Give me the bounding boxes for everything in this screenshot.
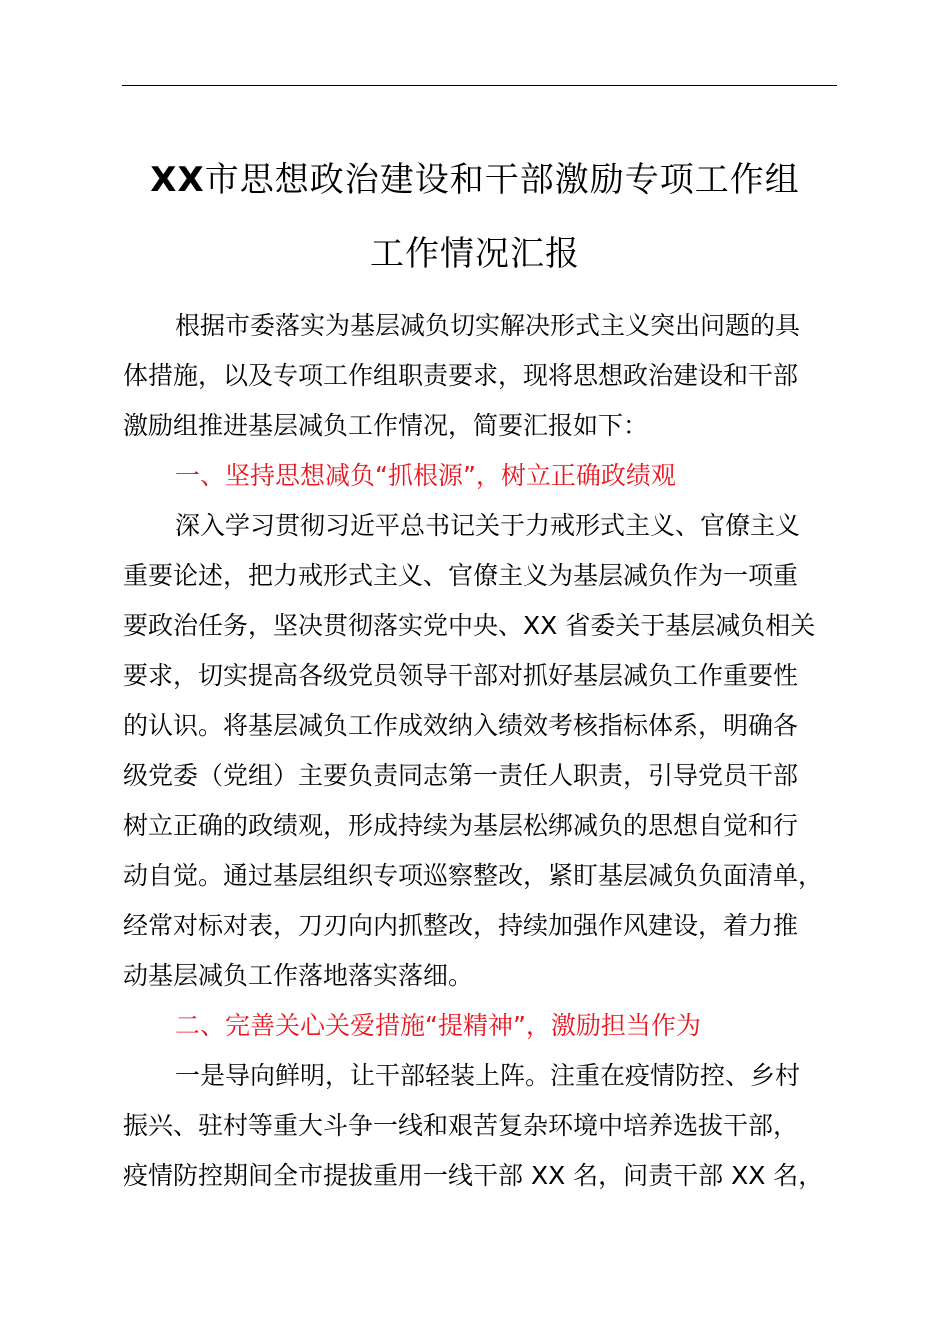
body-line: 根据市委落实为基层减负切实解决形式主义突出问题的具	[175, 311, 801, 340]
body-line: 激励组推进基层减负工作情况，简要汇报如下：	[123, 411, 649, 440]
body-line: 树立正确的政绩观，形成持续为基层松绑减负的思想自觉和行	[123, 811, 799, 840]
body-line: 重要论述，把力戒形式主义、官僚主义为基层减负作为一项重	[123, 561, 799, 590]
body-line: 的认识。将基层减负工作成效纳入绩效考核指标体系，明确各	[123, 711, 799, 740]
body-line: 一是导向鲜明，让干部轻装上阵。注重在疫情防控、乡村	[175, 1061, 801, 1090]
body-line: 体措施，以及专项工作组职责要求，现将思想政治建设和干部	[123, 361, 799, 390]
body-line: 动自觉。通过基层组织专项巡察整改，紧盯基层减负负面清单，	[123, 861, 824, 890]
body-line: 疫情防控期间全市提拔重用一线干部 XX 名，问责干部 XX 名，	[123, 1161, 824, 1190]
body-line: 经常对标对表，刀刃向内抓整改，持续加强作风建设，着力推	[123, 911, 799, 940]
body-line: 动基层减负工作落地落实落细。	[123, 961, 474, 990]
title-prefix: XX	[150, 160, 205, 200]
title-rest: 市思想政治建设和干部激励专项工作组	[204, 160, 800, 200]
document-title-line-2: 工作情况汇报	[370, 234, 580, 274]
body-line: 振兴、驻村等重大斗争一线和艰苦复杂环境中培养选拔干部，	[123, 1111, 799, 1140]
body-line: 要求，切实提高各级党员领导干部对抓好基层减负工作重要性	[123, 661, 799, 690]
body-line: 级党委（党组）主要负责同志第一责任人职责，引导党员干部	[123, 761, 799, 790]
section-heading-2: 二、完善关心关爱措施“提精神”，激励担当作为	[175, 1011, 701, 1040]
section-heading-1: 一、坚持思想减负“抓根源”，树立正确政绩观	[175, 461, 676, 490]
body-line: 深入学习贯彻习近平总书记关于力戒形式主义、官僚主义	[175, 511, 801, 540]
document-title-line-1	[100, 160, 850, 200]
body-line: 要政治任务，坚决贯彻落实党中央、XX 省委关于基层减负相关	[123, 611, 816, 640]
header-rule	[122, 85, 837, 86]
